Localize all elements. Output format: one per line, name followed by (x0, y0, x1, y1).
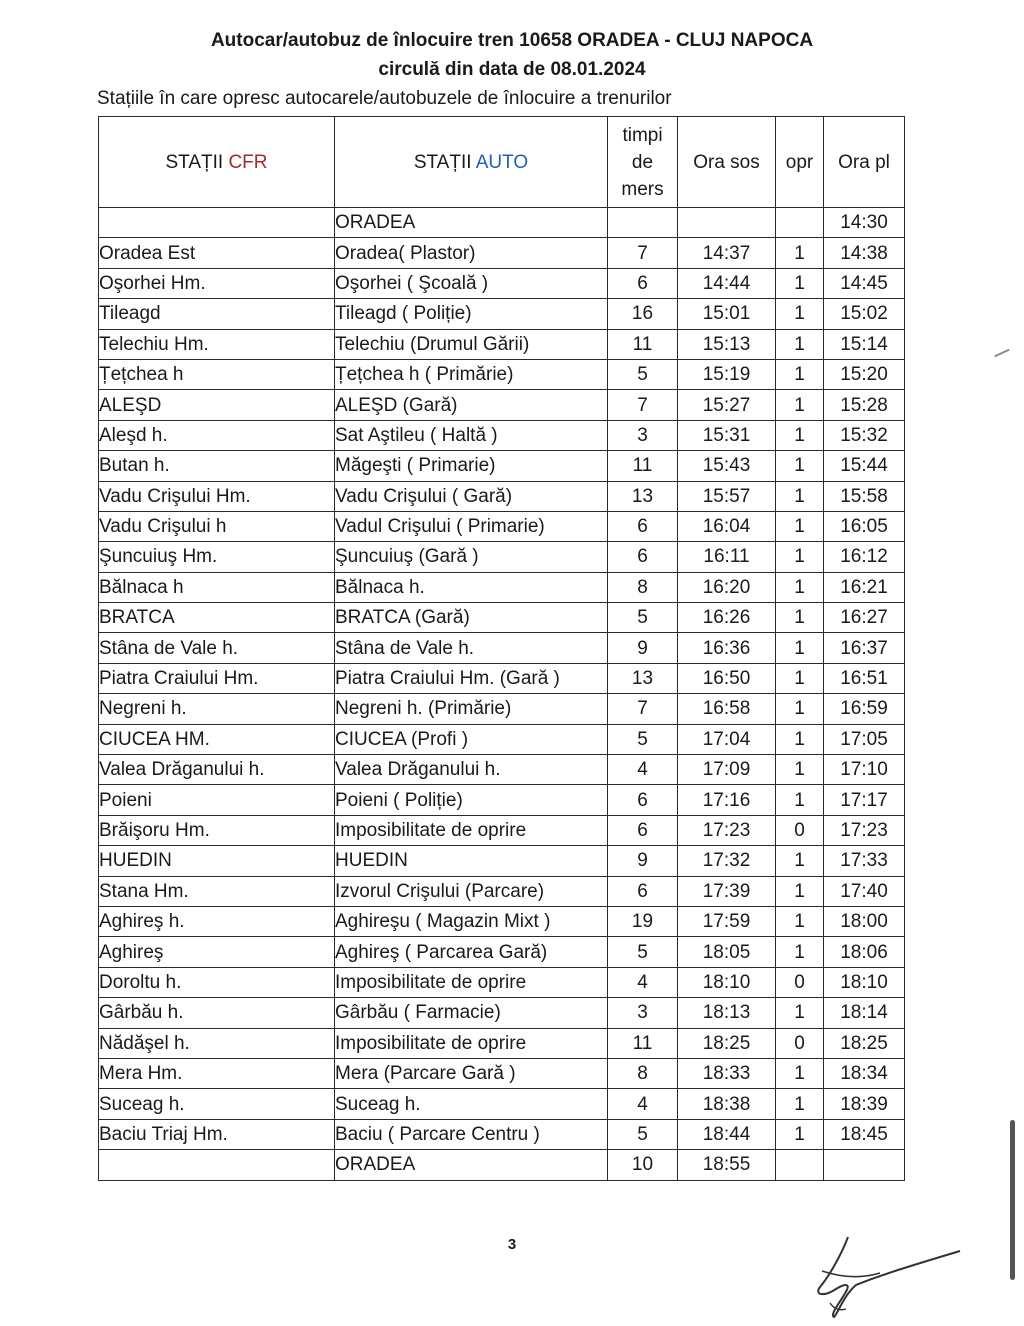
cell-auto-station: Imposibilitate de oprire (335, 1028, 608, 1058)
cell-auto-station: Izvorul Crişului (Parcare) (335, 876, 608, 906)
table-row (99, 390, 905, 420)
cell-stop: 1 (776, 390, 824, 420)
cell-arrival-time: 14:37 (678, 238, 776, 268)
table-row (99, 998, 905, 1028)
cell-departure-time: 18:14 (824, 998, 905, 1028)
cell-auto-station: ORADEA (335, 1150, 608, 1180)
cell-stop: 1 (776, 724, 824, 754)
cell-auto-station: Oşorhei ( Şcoală ) (335, 268, 608, 298)
cell-travel-time: 11 (608, 1028, 678, 1058)
cell-cfr-station: ALEŞD (99, 390, 335, 420)
cell-arrival-time: 14:44 (678, 268, 776, 298)
cell-arrival-time: 16:58 (678, 694, 776, 724)
cell-stop: 1 (776, 785, 824, 815)
cell-cfr-station: Tileagd (99, 299, 335, 329)
cell-travel-time: 6 (608, 876, 678, 906)
cell-departure-time: 17:33 (824, 846, 905, 876)
cell-cfr-station: Butan h. (99, 451, 335, 481)
cell-arrival-time: 15:19 (678, 359, 776, 389)
cell-stop: 1 (776, 755, 824, 785)
cell-travel-time: 6 (608, 268, 678, 298)
cell-stop (776, 1150, 824, 1180)
cell-cfr-station: Suceag h. (99, 1089, 335, 1119)
table-row (99, 755, 905, 785)
cell-travel-time: 13 (608, 663, 678, 693)
cell-cfr-station: Valea Drăganului h. (99, 755, 335, 785)
table-row (99, 724, 905, 754)
cell-departure-time: 18:00 (824, 906, 905, 936)
cell-auto-station: Imposibilitate de oprire (335, 815, 608, 845)
cell-departure-time: 18:25 (824, 1028, 905, 1058)
table-row (99, 1089, 905, 1119)
cell-departure-time: 16:27 (824, 603, 905, 633)
cell-stop: 1 (776, 694, 824, 724)
schedule-table (98, 116, 905, 1181)
table-row (99, 511, 905, 541)
cell-stop: 1 (776, 359, 824, 389)
cell-stop (776, 208, 824, 238)
cell-arrival-time: 18:38 (678, 1089, 776, 1119)
table-row (99, 268, 905, 298)
table-header-row (99, 117, 905, 208)
cell-departure-time: 15:14 (824, 329, 905, 359)
cell-cfr-station: Aghireş h. (99, 906, 335, 936)
table-row (99, 208, 905, 238)
table-row (99, 481, 905, 511)
cell-departure-time: 17:05 (824, 724, 905, 754)
cell-departure-time: 17:10 (824, 755, 905, 785)
cell-stop: 1 (776, 846, 824, 876)
document-subtitle: Stațiile în care opresc autocarele/autobuzele de înlocuire a trenurilor (97, 88, 672, 109)
cell-auto-station: CIUCEA (Profi ) (335, 724, 608, 754)
cell-auto-station: ORADEA (335, 208, 608, 238)
cell-auto-station: Gârbău ( Farmacie) (335, 998, 608, 1028)
cell-auto-station: Țețchea h ( Primărie) (335, 359, 608, 389)
cell-cfr-station: Țețchea h (99, 359, 335, 389)
table-row (99, 663, 905, 693)
page-number: 3 (507, 1236, 517, 1253)
cell-stop: 1 (776, 451, 824, 481)
cell-stop: 1 (776, 876, 824, 906)
cell-cfr-station: Poieni (99, 785, 335, 815)
cell-travel-time: 6 (608, 542, 678, 572)
cell-cfr-station: Piatra Craiului Hm. (99, 663, 335, 693)
cell-arrival-time: 15:13 (678, 329, 776, 359)
table-row (99, 694, 905, 724)
cell-travel-time: 5 (608, 937, 678, 967)
cell-arrival-time: 15:27 (678, 390, 776, 420)
cell-cfr-station: Mera Hm. (99, 1058, 335, 1088)
table-row (99, 451, 905, 481)
cell-travel-time: 11 (608, 329, 678, 359)
cell-cfr-station: Stana Hm. (99, 876, 335, 906)
table-row (99, 937, 905, 967)
cell-cfr-station: Brăişoru Hm. (99, 815, 335, 845)
cell-travel-time: 3 (608, 420, 678, 450)
cell-stop: 1 (776, 633, 824, 663)
cell-travel-time: 10 (608, 1150, 678, 1180)
cell-departure-time: 14:45 (824, 268, 905, 298)
cell-departure-time: 17:17 (824, 785, 905, 815)
cell-travel-time: 8 (608, 572, 678, 602)
table-row (99, 329, 905, 359)
cell-stop: 1 (776, 238, 824, 268)
cell-stop: 1 (776, 481, 824, 511)
cell-auto-station: Sat Aştileu ( Haltă ) (335, 420, 608, 450)
cell-arrival-time: 17:09 (678, 755, 776, 785)
cell-stop: 1 (776, 937, 824, 967)
cell-cfr-station: Vadu Crişului Hm. (99, 481, 335, 511)
cell-departure-time: 16:05 (824, 511, 905, 541)
cell-departure-time (824, 1150, 905, 1180)
cell-auto-station: Aghireş ( Parcarea Gară) (335, 937, 608, 967)
table-row (99, 1058, 905, 1088)
column-header-auto-stations: STAȚII AUTO (335, 117, 608, 208)
table-row (99, 967, 905, 997)
cell-departure-time: 15:44 (824, 451, 905, 481)
cell-arrival-time: 16:50 (678, 663, 776, 693)
cell-travel-time: 7 (608, 390, 678, 420)
cell-departure-time: 16:21 (824, 572, 905, 602)
cell-stop: 1 (776, 603, 824, 633)
column-header-arrival-time: Ora sos (678, 117, 776, 208)
cell-departure-time: 17:40 (824, 876, 905, 906)
cell-auto-station: Bălnaca h. (335, 572, 608, 602)
cell-travel-time: 19 (608, 906, 678, 936)
cell-stop: 0 (776, 815, 824, 845)
cell-travel-time: 9 (608, 633, 678, 663)
cell-stop: 1 (776, 906, 824, 936)
cell-cfr-station: BRATCA (99, 603, 335, 633)
cell-departure-time: 18:39 (824, 1089, 905, 1119)
cell-auto-station: HUEDIN (335, 846, 608, 876)
cell-stop: 1 (776, 299, 824, 329)
cell-arrival-time: 18:44 (678, 1119, 776, 1149)
auto-accent-label: AUTO (475, 151, 529, 173)
cell-stop: 1 (776, 1089, 824, 1119)
cell-cfr-station: Aghireş (99, 937, 335, 967)
cell-auto-station: Mera (Parcare Gară ) (335, 1058, 608, 1088)
cell-travel-time: 5 (608, 603, 678, 633)
cell-auto-station: Piatra Craiului Hm. (Gară ) (335, 663, 608, 693)
cell-auto-station: ALEŞD (Gară) (335, 390, 608, 420)
scan-edge-mark (1010, 1120, 1015, 1280)
cell-travel-time: 5 (608, 724, 678, 754)
cell-cfr-station: Aleşd h. (99, 420, 335, 450)
cell-auto-station: Imposibilitate de oprire (335, 967, 608, 997)
cell-travel-time: 4 (608, 755, 678, 785)
cell-auto-station: BRATCA (Gară) (335, 603, 608, 633)
cell-arrival-time: 16:11 (678, 542, 776, 572)
column-header-cfr-stations: STAȚII CFR (99, 117, 335, 208)
cell-arrival-time: 16:36 (678, 633, 776, 663)
cell-auto-station: Poieni ( Poliție) (335, 785, 608, 815)
cell-stop: 0 (776, 967, 824, 997)
cell-arrival-time: 15:01 (678, 299, 776, 329)
cell-cfr-station: Oşorhei Hm. (99, 268, 335, 298)
cell-stop: 1 (776, 329, 824, 359)
cell-auto-station: Telechiu (Drumul Gării) (335, 329, 608, 359)
cell-travel-time: 8 (608, 1058, 678, 1088)
cell-travel-time: 3 (608, 998, 678, 1028)
column-header-travel-time: timpi de mers (608, 117, 678, 208)
cell-departure-time: 16:51 (824, 663, 905, 693)
cell-cfr-station: Vadu Crişului h (99, 511, 335, 541)
cell-stop: 1 (776, 1119, 824, 1149)
table-row (99, 238, 905, 268)
cell-travel-time: 6 (608, 815, 678, 845)
cell-travel-time: 6 (608, 511, 678, 541)
cell-auto-station: Şuncuiuş (Gară ) (335, 542, 608, 572)
cell-auto-station: Stâna de Vale h. (335, 633, 608, 663)
cell-travel-time (608, 208, 678, 238)
table-row (99, 420, 905, 450)
cell-stop: 0 (776, 1028, 824, 1058)
column-header-departure-time: Ora pl (824, 117, 905, 208)
signature-mark (800, 1225, 970, 1320)
cell-cfr-station: HUEDIN (99, 846, 335, 876)
cell-departure-time: 16:12 (824, 542, 905, 572)
cell-auto-station: Suceag h. (335, 1089, 608, 1119)
table-row (99, 846, 905, 876)
cell-auto-station: Vadul Crişului ( Primarie) (335, 511, 608, 541)
cell-travel-time: 16 (608, 299, 678, 329)
table-row (99, 815, 905, 845)
cell-stop: 1 (776, 542, 824, 572)
table-row (99, 1150, 905, 1180)
cell-cfr-station: CIUCEA HM. (99, 724, 335, 754)
cell-arrival-time: 15:31 (678, 420, 776, 450)
cfr-accent-label: CFR (228, 151, 268, 173)
table-row (99, 876, 905, 906)
schedule-rows (99, 208, 905, 1181)
cell-departure-time: 17:23 (824, 815, 905, 845)
cell-auto-station: Aghireşu ( Magazin Mixt ) (335, 906, 608, 936)
cell-departure-time: 15:58 (824, 481, 905, 511)
cell-travel-time: 4 (608, 1089, 678, 1119)
cell-travel-time: 5 (608, 359, 678, 389)
cell-stop: 1 (776, 998, 824, 1028)
cell-stop: 1 (776, 663, 824, 693)
cell-stop: 1 (776, 1058, 824, 1088)
cell-stop: 1 (776, 268, 824, 298)
cell-cfr-station (99, 208, 335, 238)
cell-arrival-time: 17:32 (678, 846, 776, 876)
cell-arrival-time: 17:59 (678, 906, 776, 936)
cell-arrival-time: 18:13 (678, 998, 776, 1028)
cell-departure-time: 15:28 (824, 390, 905, 420)
cell-cfr-station (99, 1150, 335, 1180)
cell-arrival-time: 16:20 (678, 572, 776, 602)
table-row (99, 633, 905, 663)
cell-departure-time: 18:06 (824, 937, 905, 967)
cell-auto-station: Baciu ( Parcare Centru ) (335, 1119, 608, 1149)
cell-cfr-station: Nădăşel h. (99, 1028, 335, 1058)
cell-departure-time: 14:30 (824, 208, 905, 238)
cell-arrival-time: 16:26 (678, 603, 776, 633)
cell-auto-station: Negreni h. (Primărie) (335, 694, 608, 724)
cell-departure-time: 15:02 (824, 299, 905, 329)
cell-arrival-time: 17:16 (678, 785, 776, 815)
table-row (99, 906, 905, 936)
document-title: Autocar/autobuz de înlocuire tren 10658 ORADEA - CLUJ NAPOCA (210, 30, 814, 51)
cell-arrival-time: 18:05 (678, 937, 776, 967)
cell-departure-time: 14:38 (824, 238, 905, 268)
column-header-stop: opr (776, 117, 824, 208)
cell-departure-time: 18:45 (824, 1119, 905, 1149)
cell-travel-time: 11 (608, 451, 678, 481)
cell-cfr-station: Şuncuiuş Hm. (99, 542, 335, 572)
cell-auto-station: Valea Drăganului h. (335, 755, 608, 785)
table-row (99, 1028, 905, 1058)
cell-departure-time: 16:37 (824, 633, 905, 663)
cell-departure-time: 18:10 (824, 967, 905, 997)
cell-cfr-station: Negreni h. (99, 694, 335, 724)
cell-travel-time: 9 (608, 846, 678, 876)
cell-arrival-time: 16:04 (678, 511, 776, 541)
cell-departure-time: 18:34 (824, 1058, 905, 1088)
cell-cfr-station: Bălnaca h (99, 572, 335, 602)
document-date-line: circulă din data de 08.01.2024 (378, 59, 646, 80)
cell-cfr-station: Baciu Triaj Hm. (99, 1119, 335, 1149)
table-row (99, 1119, 905, 1149)
cell-travel-time: 5 (608, 1119, 678, 1149)
cell-auto-station: Vadu Crişului ( Gară) (335, 481, 608, 511)
table-row (99, 299, 905, 329)
table-row (99, 785, 905, 815)
cell-arrival-time: 18:25 (678, 1028, 776, 1058)
cell-stop: 1 (776, 572, 824, 602)
cell-auto-station: Oradea( Plastor) (335, 238, 608, 268)
cell-cfr-station: Telechiu Hm. (99, 329, 335, 359)
cell-arrival-time (678, 208, 776, 238)
table-row (99, 359, 905, 389)
cell-travel-time: 7 (608, 238, 678, 268)
table-row (99, 572, 905, 602)
cell-arrival-time: 18:55 (678, 1150, 776, 1180)
scan-edge-tick (994, 349, 1009, 358)
table-row (99, 603, 905, 633)
cell-travel-time: 7 (608, 694, 678, 724)
cell-cfr-station: Gârbău h. (99, 998, 335, 1028)
cell-stop: 1 (776, 420, 824, 450)
cell-auto-station: Măgeşti ( Primarie) (335, 451, 608, 481)
cell-auto-station: Tileagd ( Poliție) (335, 299, 608, 329)
cell-arrival-time: 15:57 (678, 481, 776, 511)
cell-departure-time: 16:59 (824, 694, 905, 724)
cell-cfr-station: Doroltu h. (99, 967, 335, 997)
cell-arrival-time: 18:33 (678, 1058, 776, 1088)
cell-arrival-time: 18:10 (678, 967, 776, 997)
cell-travel-time: 13 (608, 481, 678, 511)
cell-cfr-station: Oradea Est (99, 238, 335, 268)
cell-stop: 1 (776, 511, 824, 541)
cell-departure-time: 15:32 (824, 420, 905, 450)
cell-travel-time: 6 (608, 785, 678, 815)
cell-cfr-station: Stâna de Vale h. (99, 633, 335, 663)
table-row (99, 542, 905, 572)
cell-arrival-time: 17:04 (678, 724, 776, 754)
cell-arrival-time: 15:43 (678, 451, 776, 481)
cell-arrival-time: 17:39 (678, 876, 776, 906)
cell-travel-time: 4 (608, 967, 678, 997)
cell-departure-time: 15:20 (824, 359, 905, 389)
cell-arrival-time: 17:23 (678, 815, 776, 845)
